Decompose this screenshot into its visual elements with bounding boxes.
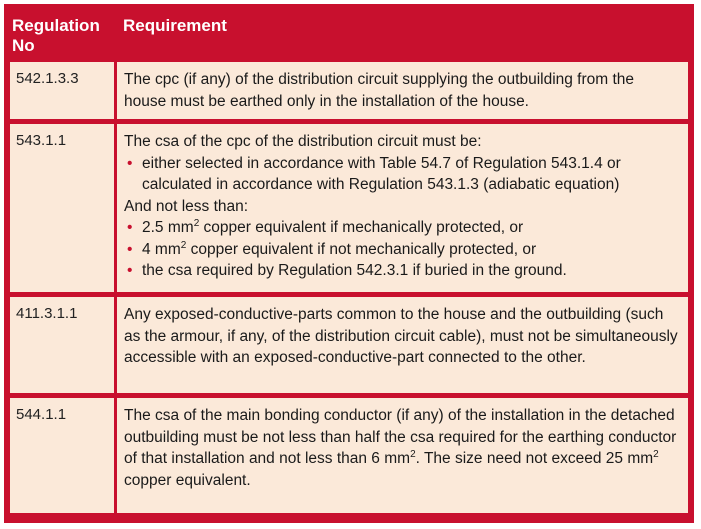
- regulation-number: 542.1.3.3: [16, 70, 79, 87]
- bullet-item: [124, 239, 680, 261]
- regulation-number: 543.1.1: [16, 132, 67, 149]
- bullet-text: 2.5 mm: [142, 219, 194, 236]
- superscript: 2: [180, 239, 187, 251]
- superscript: 2: [653, 448, 659, 460]
- bullet-item: • the csa required by Regulation 542.3.1 if buried in the ground.: [124, 260, 680, 282]
- requirement-cell: [114, 124, 688, 292]
- header-regulation-no: [10, 4, 117, 62]
- requirement-text: [124, 405, 680, 491]
- requirement-text: Any exposed-conductive-parts common to the house and the outbuilding (such as the armour, if any, of the distribution circuit cable), must not be simultaneously accessible with an exposed-conductive-part connected to the other.: [124, 306, 678, 366]
- requirement-cell: [114, 62, 688, 119]
- table-row: [10, 124, 688, 292]
- table-row: [10, 297, 688, 393]
- requirement-text: The cpc (if any) of the distribution circuit supplying the outbuilding from the house must be earthed only in the installation of the house.: [124, 71, 635, 110]
- bullet-text: copper equivalent if not mechanically protected, or: [186, 240, 537, 258]
- table-row: [10, 62, 688, 119]
- requirement-cell: [114, 297, 688, 393]
- bullet-item: • either selected in accordance with Table 54.7 of Regulation 543.1.4 or calculated in accordance with Regulation 543.1.3 (adiabatic equation): [124, 153, 680, 196]
- regulation-number: 544.1.1: [16, 406, 67, 423]
- bullet-text: copper equivalent if mechanically protected, or: [199, 219, 524, 236]
- header-requirement: Requirement: [123, 16, 227, 35]
- requirement-text-part: . The size need not exceed 25 mm: [415, 450, 654, 467]
- header-regulation-line1: Regulation: [12, 16, 100, 35]
- bullet-text: 4 mm: [142, 240, 181, 258]
- requirement-text-part: copper equivalent.: [124, 471, 251, 489]
- header-regulation-line2: No: [12, 36, 35, 55]
- requirement-text-part: The csa of the main bonding conductor (if any) of the installation in the detached outbuilding must be not less than half the csa required for the earthing conductor of that installation and not less than 6 mm: [124, 407, 677, 467]
- table-header: [10, 4, 688, 62]
- bullet-item: [124, 217, 680, 239]
- regulation-number: 411.3.1.1: [16, 305, 78, 322]
- bullet-list: [124, 217, 680, 282]
- requirement-cell: [114, 398, 688, 513]
- superscript: 2: [193, 217, 200, 229]
- table-row: [10, 398, 688, 513]
- requirement-intro: The csa of the cpc of the distribution circuit must be:: [124, 133, 482, 150]
- bullet-list: [124, 153, 680, 196]
- superscript: 2: [410, 448, 416, 460]
- requirement-mid: And not less than:: [124, 197, 249, 215]
- regulations-table: [4, 4, 694, 523]
